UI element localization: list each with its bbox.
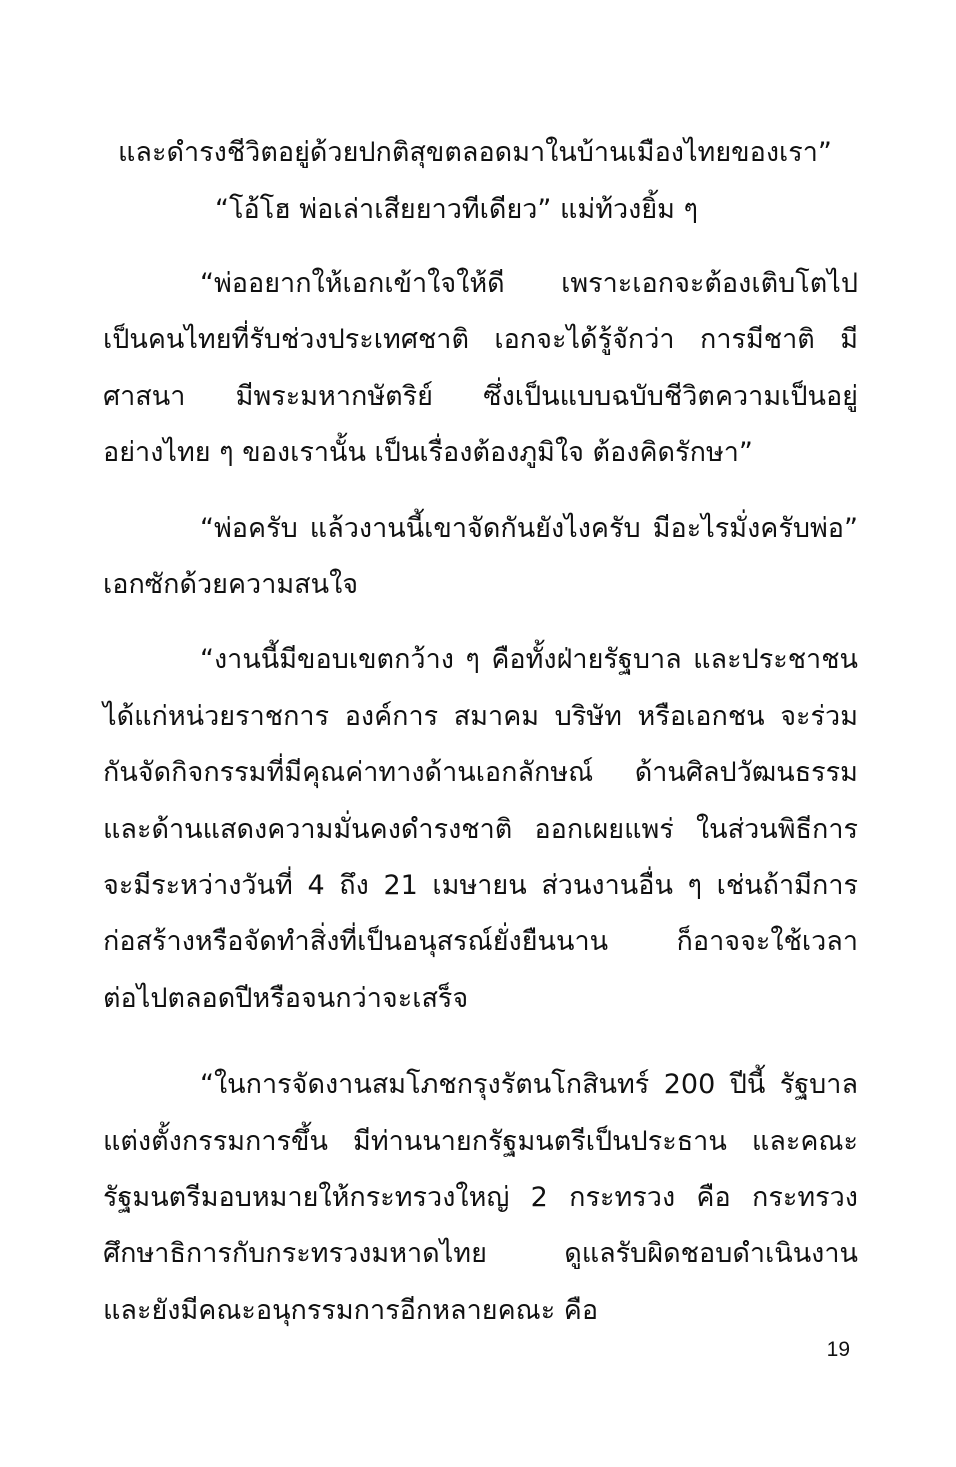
text-line: รัฐมนตรีมอบหมายให้กระทรวงใหญ่ 2 กระทรวง คือ กระทรวง [103,1182,858,1213]
text-line: ศึกษาธิการกับกระทรวงมหาดไทย ดูแลรับผิดชอบดำเนินงาน [103,1238,858,1269]
paragraph-first-line: “พ่อครับ แล้วงานนี้เขาจัดกันยังไงครับ มีอะไรมั่งครับพ่อ” [200,513,858,544]
paragraph-first-line: “พ่ออยากให้เอกเข้าใจให้ดี เพราะเอกจะต้องเติบโตไป [200,268,858,299]
text-line: และยังมีคณะอนุกรรมการอีกหลายคณะ คือ [103,1295,599,1326]
text-line: ก่อสร้างหรือจัดทำสิ่งที่เป็นอนุสรณ์ยั่งยืนนาน ก็อาจจะใช้เวลา [103,926,858,957]
text-line: และดำรงชีวิตอยู่ด้วยปกติสุขตลอดมาในบ้านเมืองไทยของเรา” [118,137,832,168]
text-line: กันจัดกิจกรรมที่มีคุณค่าทางด้านเอกลักษณ์ ด้านศิลปวัฒนธรรม [103,757,858,788]
text-line: ศาสนา มีพระมหากษัตริย์ ซึ่งเป็นแบบฉบับชีวิตความเป็นอยู่ [103,381,858,412]
paragraph-first-line: “ในการจัดงานสมโภชกรุงรัตนโกสินทร์ 200 ปีนี้ รัฐบาล [200,1069,858,1100]
page-number: 19 [826,1338,850,1361]
text-line: “โอ้โฮ พ่อเล่าเสียยาวทีเดียว” แม่ท้วงยิ้ม ๆ [215,194,699,225]
text-line: แต่งตั้งกรรมการขึ้น มีท่านนายกรัฐมนตรีเป็นประธาน และคณะ [103,1126,858,1157]
text-line: อย่างไทย ๆ ของเรานั้น เป็นเรื่องต้องภูมิใจ ต้องคิดรักษา” [103,437,753,468]
text-line: จะมีระหว่างวันที่ 4 ถึง 21 เมษายน ส่วนงานอื่น ๆ เช่นถ้ามีการ [103,870,858,901]
paragraph-first-line: “งานนี้มีขอบเขตกว้าง ๆ คือทั้งฝ่ายรัฐบาล และประชาชน [200,644,858,675]
text-line: ได้แก่หน่วยราชการ องค์การ สมาคม บริษัท หรือเอกชน จะร่วม [103,701,858,732]
text-line: และด้านแสดงความมั่นคงดำรงชาติ ออกเผยแพร่ ในส่วนพิธีการ [103,814,858,845]
text-line: เอกซักด้วยความสนใจ [103,569,359,600]
text-line: เป็นคนไทยที่รับช่วงประเทศชาติ เอกจะได้รู้จักว่า การมีชาติ มี [103,324,858,355]
text-line: ต่อไปตลอดปีหรือจนกว่าจะเสร็จ [103,983,469,1014]
